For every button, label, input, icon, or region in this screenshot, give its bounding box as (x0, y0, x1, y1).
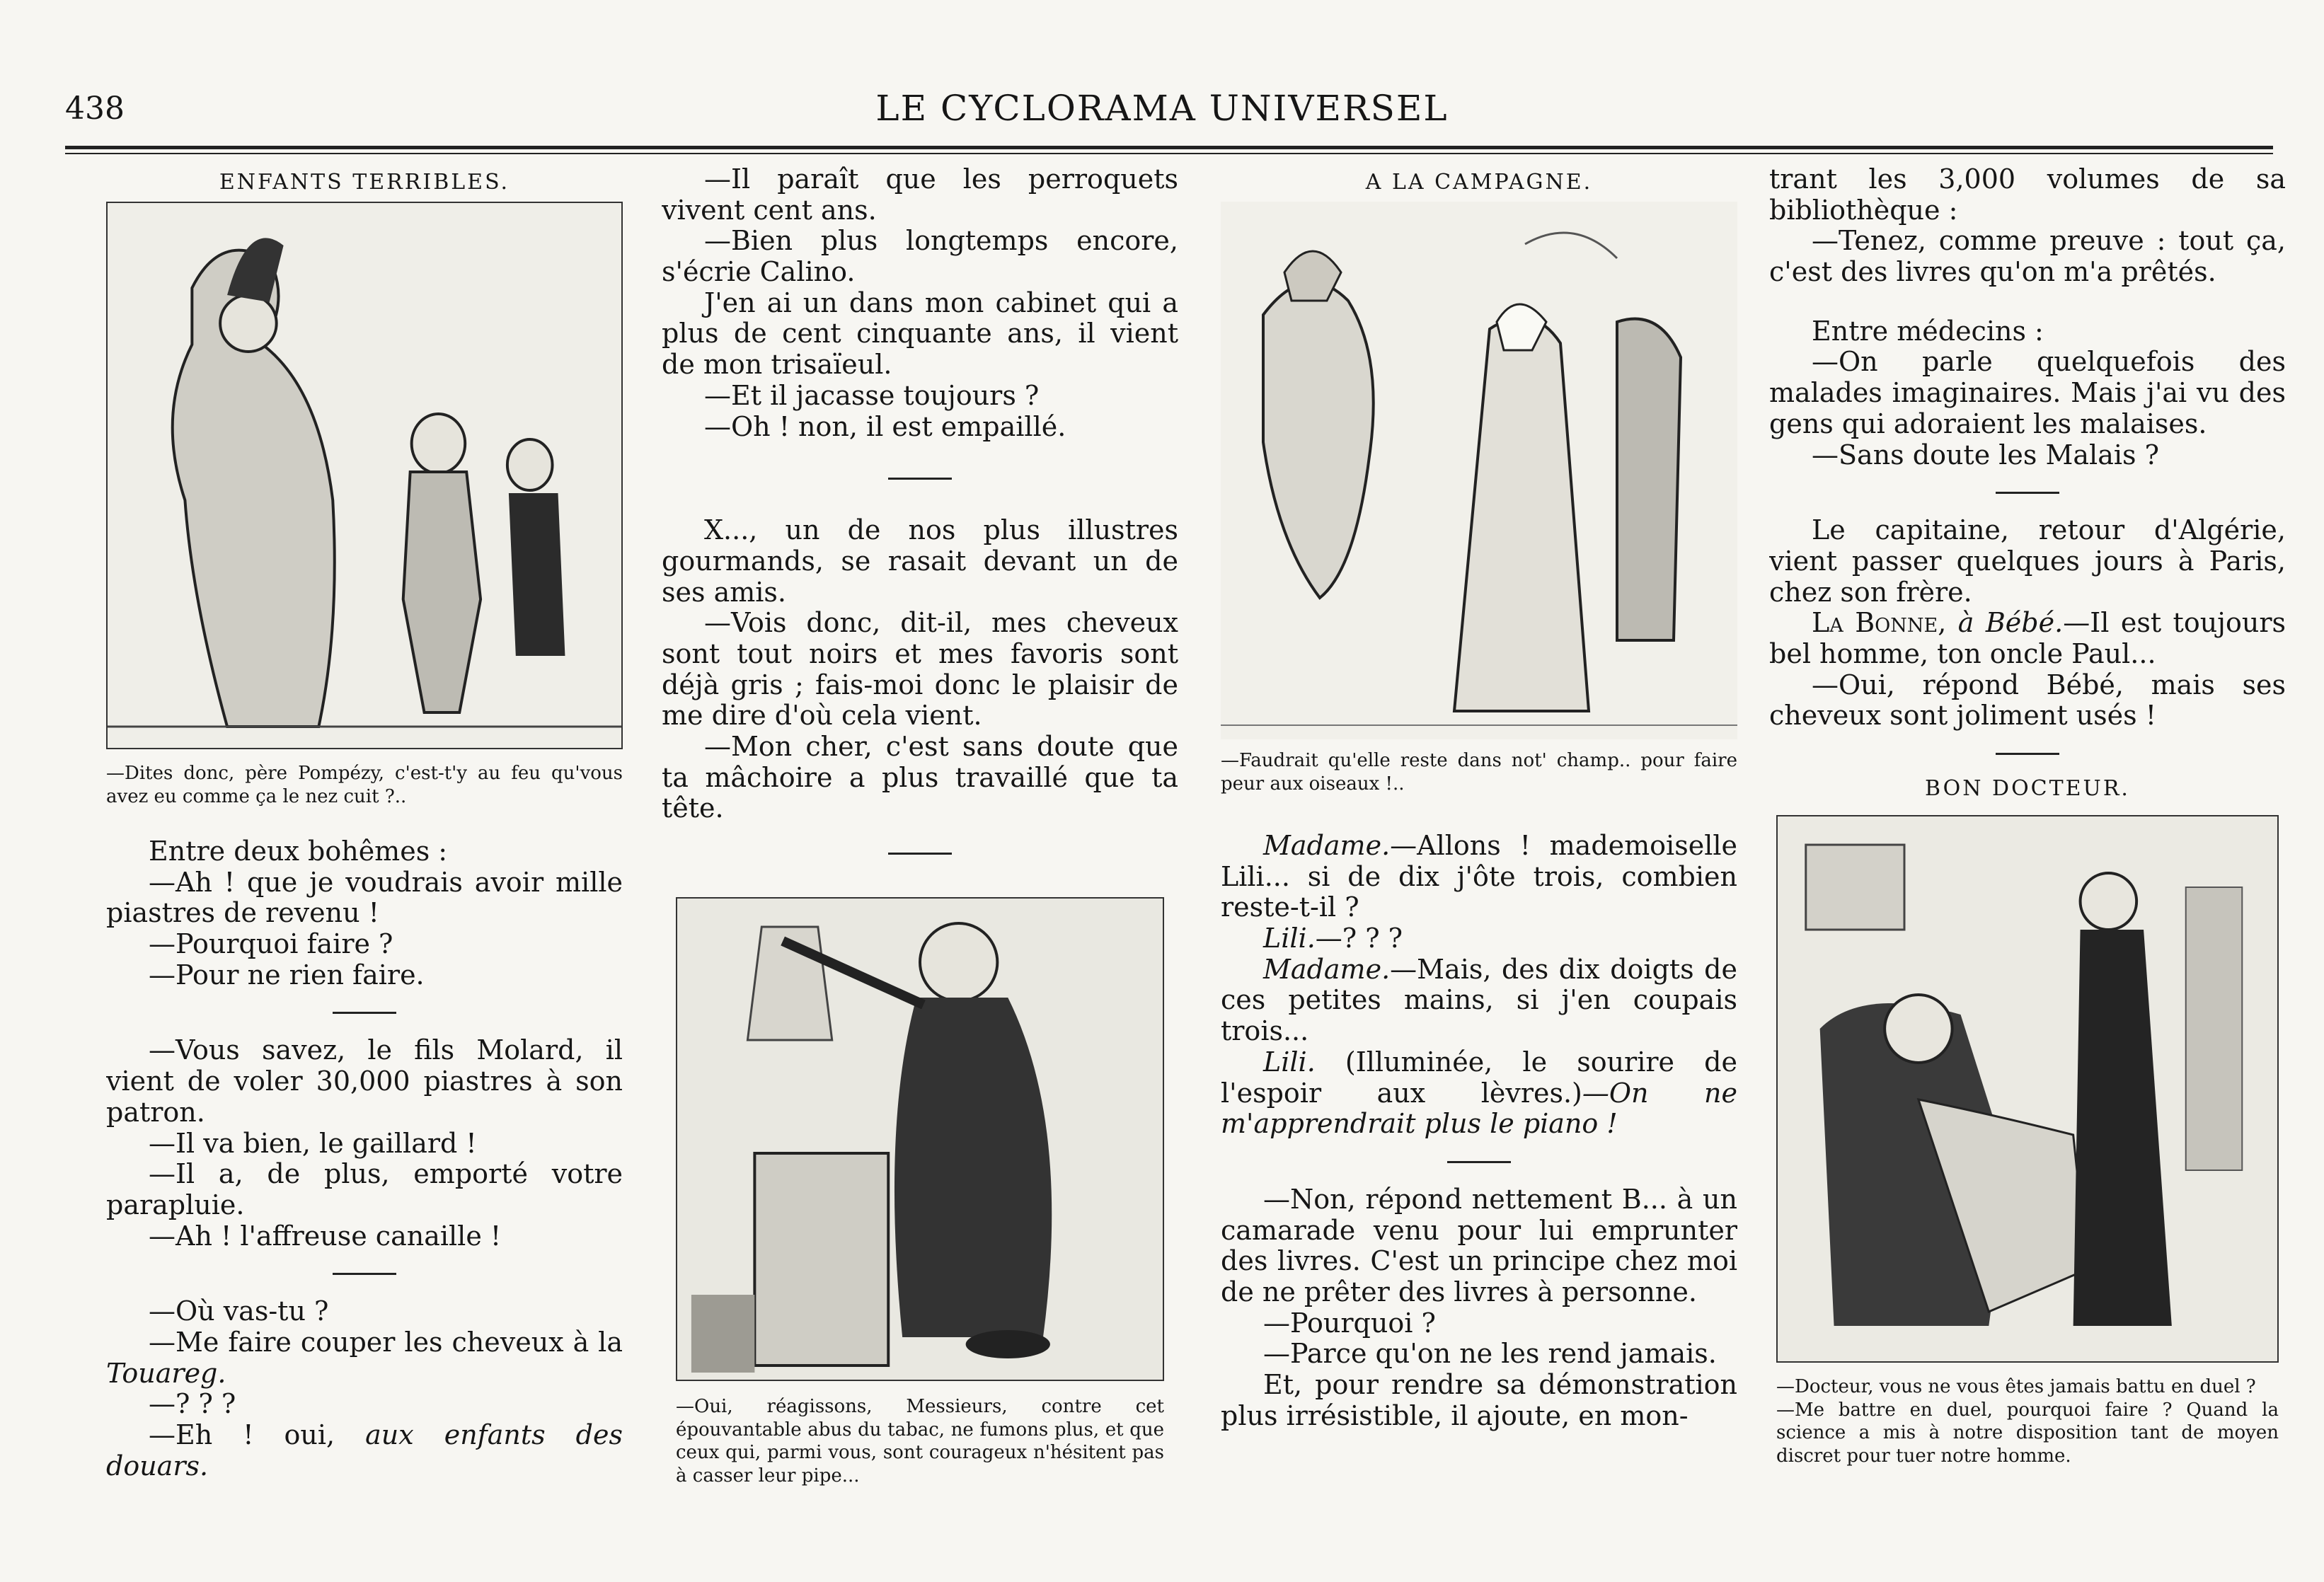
separator (888, 478, 952, 480)
text-p5: —Oh ! non, il est empaillé. (704, 410, 1066, 442)
dialogue-3: Madame.—Mais, des dix doigts de ces petites mains, si j'en coupais trois... (1221, 953, 1737, 1047)
text-p4: —On parle quelquefois des malades imaginaires. Mais j'ai vu des gens qui adoraient les malaises. (1769, 346, 2286, 439)
text-p2: —Tenez, comme preuve : tout ça, c'est des livres qu'on m'a prêtés. (1769, 225, 2286, 288)
text-p6: Le capitaine, retour d'Algérie, vient passer quelques jours à Paris, chez son frère. (1769, 514, 2286, 608)
masthead-title: LE CYCLORAMA UNIVERSEL (875, 88, 1449, 129)
dialogue-1: Madame.—Allons ! mademoiselle Lili... si de dix j'ôte trois, combien reste-t-il ? (1221, 830, 1737, 923)
text-p12: —Eh ! oui, aux enfants des douars. (106, 1419, 623, 1482)
illustration-countryside (1221, 202, 1737, 739)
illustration-orator-tobacco (676, 897, 1164, 1381)
caption-doctor-2: —Me battre en duel, pourquoi faire ? Quand la science a mis à notre disposition tant de moyen discret pour tuer notre homme. (1776, 1399, 2279, 1467)
header-rule (65, 146, 2273, 149)
separator (333, 1273, 396, 1275)
illustration-doctor (1776, 815, 2279, 1363)
caption-doctor-1: —Docteur, vous ne vous êtes jamais battu en duel ? (1776, 1376, 2256, 1397)
text-p3: J'en ai un dans mon cabinet qui a plus de cent cinquante ans, il vient de mon trisaïeul. (662, 287, 1178, 381)
page-number: 438 (65, 91, 125, 127)
header-rule-thin (65, 153, 2273, 154)
column-3 (1221, 164, 1737, 1572)
caption-officer: —Dites donc, père Pompézy, c'est-t'y au feu qu'vous avez eu comme ça le nez cuit ?.. (106, 763, 623, 807)
dialogue-2: Lili.—? ? ? (1263, 923, 1403, 954)
text-p6: —Il va bien, le gaillard ! (149, 1127, 477, 1159)
text-p1: trant les 3,000 volumes de sa bibliothèque : (1769, 164, 2286, 226)
illustration-officer-and-children (106, 202, 623, 749)
separator (1996, 753, 2059, 755)
separator (888, 853, 952, 855)
text-p4: Et, pour rendre sa démonstration plus irrésistible, il ajoute, en mon- (1221, 1369, 1737, 1431)
text-p5: —Sans doute les Malais ? (1812, 439, 2159, 470)
text-p2: —Bien plus longtemps encore, s'écrie Calino. (662, 225, 1178, 288)
text-p4: —Pour ne rien faire. (149, 959, 425, 991)
text-p7: La Bonne, à Bébé.—Il est toujours bel homme, ton oncle Paul... (1769, 607, 2286, 669)
text-p10: —Me faire couper les cheveux à la Touareg. (106, 1326, 623, 1389)
heading-a-la-campagne: A LA CAMPAGNE. (1365, 170, 1593, 195)
text-p8: —Mon cher, c'est sans doute que ta mâchoire a plus travaillé que ta tête. (662, 731, 1178, 824)
column-2 (662, 164, 1178, 1572)
text-p2: —Pourquoi ? (1263, 1307, 1436, 1339)
text-p9: —Où vas-tu ? (149, 1295, 329, 1327)
text-p3: Entre médecins : (1812, 315, 2044, 347)
text-p7: —Il a, de plus, emporté votre parapluie. (106, 1158, 623, 1220)
text-p1: —Il paraît que les perroquets vivent cent ans. (662, 164, 1178, 226)
text-p1: —Non, répond nettement B... à un camarade venu pour lui emprunter des livres. C'est un principe chez moi de ne prêter des livres à personne. (1221, 1183, 1737, 1307)
text-p1: Entre deux bohêmes : (149, 836, 448, 867)
heading-enfants-terribles: ENFANTS TERRIBLES. (219, 170, 510, 195)
dialogue-4: Lili. (Illuminée, le sourire de l'espoir aux lèvres.)—On ne m'apprendrait plus le piano ! (1221, 1046, 1737, 1140)
text-p8: —Oui, répond Bébé, mais ses cheveux sont joliment usés ! (1769, 669, 2286, 732)
text-p5: —Vous savez, le fils Molard, il vient de voler 30,000 piastres à son patron. (106, 1034, 623, 1128)
separator (1996, 492, 2059, 494)
text-p4: —Et il jacasse toujours ? (704, 379, 1040, 411)
text-p8: —Ah ! l'affreuse canaille ! (149, 1220, 502, 1252)
text-p7: —Vois donc, dit-il, mes cheveux sont tout noirs et mes favoris sont déjà gris ; fais-moi donc le plaisir de me dire d'où cela vient. (662, 607, 1178, 732)
text-p2: —Ah ! que je voudrais avoir mille piastres de revenu ! (106, 866, 623, 929)
caption-orator: —Oui, réagissons, Messieurs, contre cet épouvantable abus du tabac, ne fumons plus, et que ceux qui, parmi vous, sont courageux n'hésitent pas à casser leur pipe... (676, 1396, 1164, 1486)
text-p3: —Parce qu'on ne les rend jamais. (1263, 1338, 1717, 1370)
text-p6: X..., un de nos plus illustres gourmands, se rasait devant un de ses amis. (662, 514, 1178, 608)
heading-bon-docteur: BON DOCTEUR. (1925, 776, 2130, 801)
text-p3: —Pourquoi faire ? (149, 928, 393, 960)
separator (333, 1012, 396, 1014)
separator (1447, 1161, 1511, 1163)
column-4 (1769, 164, 2286, 1572)
caption-countryside: —Faudrait qu'elle reste dans not' champ.. pour faire peur aux oiseaux !.. (1221, 750, 1737, 795)
column-1 (106, 164, 623, 1572)
text-p11: —? ? ? (149, 1388, 236, 1420)
